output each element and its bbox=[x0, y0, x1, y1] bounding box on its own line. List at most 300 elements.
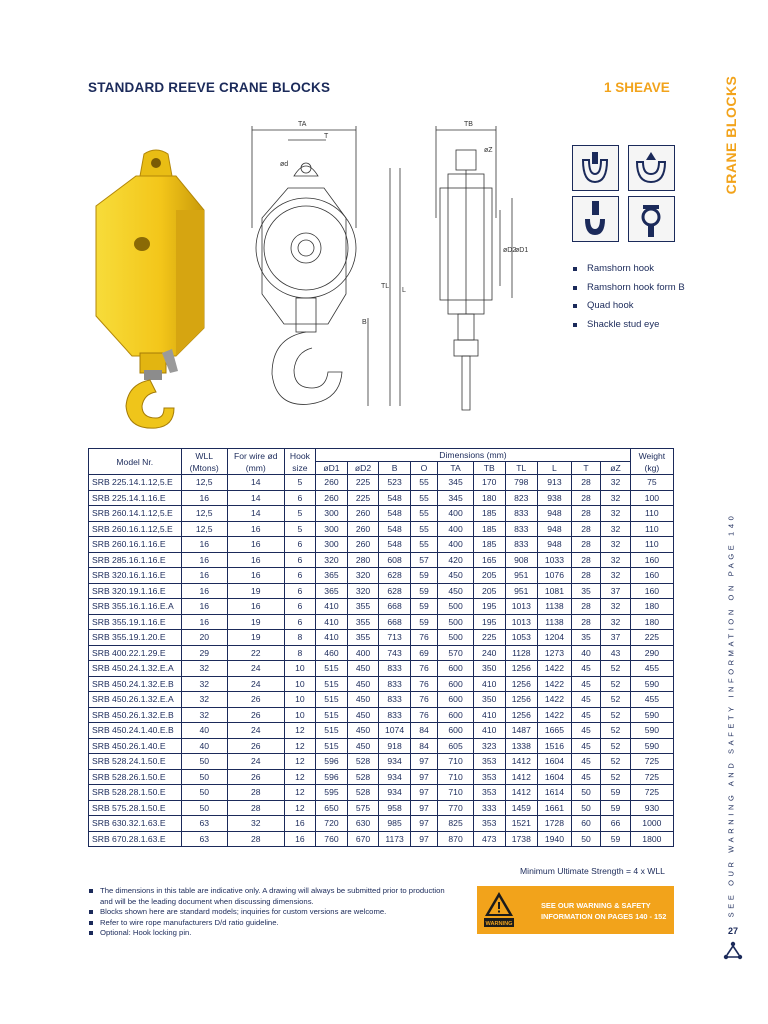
footnotes bbox=[88, 886, 448, 939]
value-cell: 16 bbox=[227, 552, 284, 568]
value-cell: 16 bbox=[227, 568, 284, 584]
value-cell: 195 bbox=[473, 599, 505, 615]
value-cell: 16 bbox=[181, 583, 227, 599]
table-row bbox=[89, 800, 674, 816]
value-cell: 548 bbox=[379, 521, 411, 537]
value-cell: 26 bbox=[227, 769, 284, 785]
value-cell: 595 bbox=[316, 785, 348, 801]
value-cell: 515 bbox=[316, 707, 348, 723]
header-weight: Weight (kg) bbox=[630, 449, 673, 475]
value-cell: 725 bbox=[630, 785, 673, 801]
value-cell: 1487 bbox=[505, 723, 538, 739]
svg-text:TL: TL bbox=[381, 283, 390, 290]
model-cell: SRB 630.32.1.63.E bbox=[89, 816, 182, 832]
value-cell: 195 bbox=[473, 614, 505, 630]
value-cell: 225 bbox=[473, 630, 505, 646]
value-cell: 1273 bbox=[538, 645, 572, 661]
value-cell: 600 bbox=[438, 661, 474, 677]
value-cell: 455 bbox=[630, 692, 673, 708]
table-row bbox=[89, 692, 674, 708]
section-side-title bbox=[716, 75, 746, 195]
value-cell: 410 bbox=[316, 599, 348, 615]
svg-text:L: L bbox=[402, 287, 406, 294]
table-row bbox=[89, 785, 674, 801]
value-cell: 66 bbox=[601, 816, 631, 832]
value-cell: 40 bbox=[181, 738, 227, 754]
value-cell: 160 bbox=[630, 552, 673, 568]
value-cell: 323 bbox=[473, 738, 505, 754]
value-cell: 1422 bbox=[538, 692, 572, 708]
svg-text:øZ: øZ bbox=[484, 147, 493, 154]
value-cell: 16 bbox=[181, 490, 227, 506]
header-dim: øD1 bbox=[316, 462, 348, 475]
value-cell: 26 bbox=[227, 692, 284, 708]
model-cell: SRB 450.24.1.32.E.A bbox=[89, 661, 182, 677]
value-cell: 28 bbox=[571, 490, 600, 506]
value-cell: 16 bbox=[284, 831, 316, 847]
value-cell: 180 bbox=[473, 490, 505, 506]
value-cell: 833 bbox=[379, 692, 411, 708]
model-cell: SRB 285.16.1.16.E bbox=[89, 552, 182, 568]
value-cell: 16 bbox=[181, 537, 227, 553]
value-cell: 500 bbox=[438, 614, 474, 630]
value-cell: 320 bbox=[347, 568, 379, 584]
value-cell: 28 bbox=[227, 800, 284, 816]
value-cell: 32 bbox=[181, 676, 227, 692]
value-cell: 450 bbox=[347, 661, 379, 677]
value-cell: 918 bbox=[379, 738, 411, 754]
value-cell: 450 bbox=[438, 568, 474, 584]
header-dim: TB bbox=[473, 462, 505, 475]
value-cell: 958 bbox=[379, 800, 411, 816]
value-cell: 823 bbox=[505, 490, 538, 506]
table-row bbox=[89, 599, 674, 615]
value-cell: 951 bbox=[505, 583, 538, 599]
value-cell: 55 bbox=[410, 475, 437, 491]
value-cell: 110 bbox=[630, 521, 673, 537]
value-cell: 260 bbox=[316, 490, 348, 506]
header-dim: TL bbox=[505, 462, 538, 475]
value-cell: 934 bbox=[379, 785, 411, 801]
value-cell: 28 bbox=[571, 521, 600, 537]
value-cell: 353 bbox=[473, 785, 505, 801]
value-cell: 548 bbox=[379, 490, 411, 506]
value-cell: 450 bbox=[347, 723, 379, 739]
value-cell: 355 bbox=[347, 630, 379, 646]
value-cell: 760 bbox=[316, 831, 348, 847]
value-cell: 45 bbox=[571, 692, 600, 708]
value-cell: 84 bbox=[410, 723, 437, 739]
value-cell: 6 bbox=[284, 568, 316, 584]
value-cell: 1665 bbox=[538, 723, 572, 739]
value-cell: 185 bbox=[473, 506, 505, 522]
specifications-table bbox=[88, 448, 674, 847]
value-cell: 1338 bbox=[505, 738, 538, 754]
value-cell: 608 bbox=[379, 552, 411, 568]
value-cell: 55 bbox=[410, 537, 437, 553]
value-cell: 55 bbox=[410, 490, 437, 506]
model-cell: SRB 260.16.1.12,5.E bbox=[89, 521, 182, 537]
value-cell: 6 bbox=[284, 490, 316, 506]
value-cell: 50 bbox=[181, 754, 227, 770]
value-cell: 628 bbox=[379, 568, 411, 584]
model-cell: SRB 225.14.1.16.E bbox=[89, 490, 182, 506]
value-cell: 8 bbox=[284, 645, 316, 661]
value-cell: 713 bbox=[379, 630, 411, 646]
value-cell: 16 bbox=[284, 816, 316, 832]
value-cell: 590 bbox=[630, 738, 673, 754]
value-cell: 450 bbox=[347, 676, 379, 692]
value-cell: 720 bbox=[316, 816, 348, 832]
model-cell: SRB 400.22.1.29.E bbox=[89, 645, 182, 661]
svg-text:T: T bbox=[324, 133, 329, 140]
value-cell: 14 bbox=[227, 475, 284, 491]
table-row bbox=[89, 738, 674, 754]
hook-options-icons bbox=[572, 145, 674, 241]
value-cell: 450 bbox=[347, 692, 379, 708]
table-row bbox=[89, 583, 674, 599]
value-cell: 6 bbox=[284, 599, 316, 615]
value-cell: 260 bbox=[347, 521, 379, 537]
value-cell: 1412 bbox=[505, 769, 538, 785]
value-cell: 300 bbox=[316, 521, 348, 537]
header-dim: L bbox=[538, 462, 572, 475]
hook-options-list bbox=[572, 263, 685, 337]
value-cell: 450 bbox=[347, 707, 379, 723]
value-cell: 26 bbox=[227, 738, 284, 754]
value-cell: 37 bbox=[601, 630, 631, 646]
value-cell: 165 bbox=[473, 552, 505, 568]
value-cell: 280 bbox=[347, 552, 379, 568]
value-cell: 1422 bbox=[538, 707, 572, 723]
value-cell: 725 bbox=[630, 754, 673, 770]
value-cell: 410 bbox=[473, 676, 505, 692]
value-cell: 29 bbox=[181, 645, 227, 661]
header-dim: øD2 bbox=[347, 462, 379, 475]
value-cell: 16 bbox=[227, 521, 284, 537]
model-cell: SRB 355.16.1.16.E.A bbox=[89, 599, 182, 615]
value-cell: 59 bbox=[601, 785, 631, 801]
value-cell: 59 bbox=[410, 568, 437, 584]
value-cell: 205 bbox=[473, 583, 505, 599]
value-cell: 1138 bbox=[538, 599, 572, 615]
value-cell: 12 bbox=[284, 785, 316, 801]
value-cell: 833 bbox=[505, 506, 538, 522]
value-cell: 400 bbox=[347, 645, 379, 661]
value-cell: 50 bbox=[181, 769, 227, 785]
value-cell: 473 bbox=[473, 831, 505, 847]
value-cell: 24 bbox=[227, 661, 284, 677]
value-cell: 1033 bbox=[538, 552, 572, 568]
quad-hook-icon bbox=[572, 196, 619, 242]
value-cell: 180 bbox=[630, 599, 673, 615]
header-wire: For wire ød (mm) bbox=[227, 449, 284, 475]
value-cell: 668 bbox=[379, 614, 411, 630]
value-cell: 63 bbox=[181, 816, 227, 832]
value-cell: 515 bbox=[316, 723, 348, 739]
value-cell: 59 bbox=[410, 614, 437, 630]
ramshorn-hook-form-b-icon bbox=[628, 145, 675, 191]
model-cell: SRB 320.16.1.16.E bbox=[89, 568, 182, 584]
value-cell: 160 bbox=[630, 583, 673, 599]
value-cell: 10 bbox=[284, 692, 316, 708]
value-cell: 14 bbox=[227, 490, 284, 506]
value-cell: 985 bbox=[379, 816, 411, 832]
value-cell: 300 bbox=[316, 506, 348, 522]
value-cell: 50 bbox=[571, 785, 600, 801]
table-body bbox=[89, 475, 674, 847]
value-cell: 1422 bbox=[538, 676, 572, 692]
value-cell: 97 bbox=[410, 800, 437, 816]
value-cell: 1256 bbox=[505, 692, 538, 708]
value-cell: 10 bbox=[284, 676, 316, 692]
model-cell: SRB 450.24.1.32.E.B bbox=[89, 676, 182, 692]
table-row bbox=[89, 630, 674, 646]
value-cell: 45 bbox=[571, 769, 600, 785]
value-cell: 12,5 bbox=[181, 506, 227, 522]
value-cell: 934 bbox=[379, 754, 411, 770]
value-cell: 590 bbox=[630, 676, 673, 692]
value-cell: 333 bbox=[473, 800, 505, 816]
footnote: Refer to wire rope manufacturers D/d ratio guideline. bbox=[88, 918, 448, 929]
value-cell: 355 bbox=[347, 614, 379, 630]
warning-sign-icon bbox=[483, 890, 515, 930]
value-cell: 97 bbox=[410, 831, 437, 847]
value-cell: 50 bbox=[571, 800, 600, 816]
model-cell: SRB 355.19.1.16.E bbox=[89, 614, 182, 630]
value-cell: 420 bbox=[438, 552, 474, 568]
header-dim: B bbox=[379, 462, 411, 475]
header-dim: TA bbox=[438, 462, 474, 475]
table-row bbox=[89, 521, 674, 537]
technical-drawing bbox=[240, 118, 570, 430]
value-cell: 28 bbox=[571, 614, 600, 630]
value-cell: 22 bbox=[227, 645, 284, 661]
value-cell: 24 bbox=[227, 723, 284, 739]
value-cell: 32 bbox=[181, 661, 227, 677]
model-cell: SRB 450.24.1.40.E.B bbox=[89, 723, 182, 739]
warning-callout bbox=[477, 886, 674, 934]
value-cell: 69 bbox=[410, 645, 437, 661]
value-cell: 668 bbox=[379, 599, 411, 615]
model-cell: SRB 575.28.1.50.E bbox=[89, 800, 182, 816]
value-cell: 743 bbox=[379, 645, 411, 661]
value-cell: 76 bbox=[410, 676, 437, 692]
value-cell: 930 bbox=[630, 800, 673, 816]
value-cell: 870 bbox=[438, 831, 474, 847]
header-wll: WLL (Mtons) bbox=[181, 449, 227, 475]
model-cell: SRB 450.26.1.40.E bbox=[89, 738, 182, 754]
value-cell: 5 bbox=[284, 475, 316, 491]
value-cell: 908 bbox=[505, 552, 538, 568]
value-cell: 1000 bbox=[630, 816, 673, 832]
value-cell: 20 bbox=[181, 630, 227, 646]
value-cell: 24 bbox=[227, 676, 284, 692]
value-cell: 16 bbox=[181, 552, 227, 568]
section-side-title-text: CRANE BLOCKS bbox=[723, 75, 739, 195]
table-row bbox=[89, 676, 674, 692]
value-cell: 605 bbox=[438, 738, 474, 754]
value-cell: 170 bbox=[473, 475, 505, 491]
value-cell: 160 bbox=[630, 568, 673, 584]
value-cell: 515 bbox=[316, 692, 348, 708]
value-cell: 300 bbox=[316, 537, 348, 553]
value-cell: 913 bbox=[538, 475, 572, 491]
value-cell: 833 bbox=[379, 676, 411, 692]
value-cell: 59 bbox=[410, 599, 437, 615]
value-cell: 260 bbox=[316, 475, 348, 491]
value-cell: 32 bbox=[601, 475, 631, 491]
value-cell: 19 bbox=[227, 583, 284, 599]
value-cell: 12,5 bbox=[181, 475, 227, 491]
value-cell: 12,5 bbox=[181, 521, 227, 537]
value-cell: 32 bbox=[181, 707, 227, 723]
ramshorn-hook-icon bbox=[572, 145, 619, 191]
table-row bbox=[89, 645, 674, 661]
value-cell: 1074 bbox=[379, 723, 411, 739]
value-cell: 6 bbox=[284, 583, 316, 599]
value-cell: 1256 bbox=[505, 707, 538, 723]
table-row bbox=[89, 490, 674, 506]
value-cell: 600 bbox=[438, 723, 474, 739]
value-cell: 32 bbox=[601, 552, 631, 568]
value-cell: 32 bbox=[601, 521, 631, 537]
value-cell: 951 bbox=[505, 568, 538, 584]
value-cell: 1940 bbox=[538, 831, 572, 847]
value-cell: 10 bbox=[284, 707, 316, 723]
value-cell: 32 bbox=[601, 614, 631, 630]
value-cell: 16 bbox=[227, 599, 284, 615]
table-row bbox=[89, 723, 674, 739]
model-cell: SRB 450.26.1.32.E.B bbox=[89, 707, 182, 723]
value-cell: 40 bbox=[181, 723, 227, 739]
value-cell: 28 bbox=[571, 552, 600, 568]
value-cell: 1614 bbox=[538, 785, 572, 801]
header-model: Model Nr. bbox=[89, 449, 182, 475]
value-cell: 28 bbox=[571, 475, 600, 491]
value-cell: 35 bbox=[571, 583, 600, 599]
value-cell: 1459 bbox=[505, 800, 538, 816]
table-row bbox=[89, 661, 674, 677]
value-cell: 590 bbox=[630, 723, 673, 739]
value-cell: 1412 bbox=[505, 785, 538, 801]
value-cell: 528 bbox=[347, 769, 379, 785]
value-cell: 28 bbox=[571, 537, 600, 553]
value-cell: 16 bbox=[181, 568, 227, 584]
value-cell: 55 bbox=[410, 506, 437, 522]
value-cell: 97 bbox=[410, 769, 437, 785]
value-cell: 76 bbox=[410, 692, 437, 708]
side-warning-text: SEE OUR WARNING AND SAFETY INFORMATION ON PAGE 140 bbox=[726, 512, 736, 918]
value-cell: 225 bbox=[347, 475, 379, 491]
svg-text:ød: ød bbox=[280, 161, 289, 168]
value-cell: 63 bbox=[181, 831, 227, 847]
value-cell: 410 bbox=[473, 723, 505, 739]
value-cell: 32 bbox=[227, 816, 284, 832]
value-cell: 1521 bbox=[505, 816, 538, 832]
value-cell: 1138 bbox=[538, 614, 572, 630]
value-cell: 798 bbox=[505, 475, 538, 491]
value-cell: 710 bbox=[438, 754, 474, 770]
value-cell: 1728 bbox=[538, 816, 572, 832]
value-cell: 84 bbox=[410, 738, 437, 754]
value-cell: 596 bbox=[316, 769, 348, 785]
svg-text:TA: TA bbox=[298, 121, 307, 128]
value-cell: 260 bbox=[347, 506, 379, 522]
value-cell: 52 bbox=[601, 754, 631, 770]
value-cell: 76 bbox=[410, 630, 437, 646]
value-cell: 450 bbox=[438, 583, 474, 599]
value-cell: 59 bbox=[601, 831, 631, 847]
footnote: The dimensions in this table are indicative only. A drawing will always be submitted prior to production and will be the leading document when discussing dimensions. bbox=[88, 886, 448, 907]
model-cell: SRB 670.28.1.63.E bbox=[89, 831, 182, 847]
value-cell: 6 bbox=[284, 552, 316, 568]
value-cell: 185 bbox=[473, 537, 505, 553]
value-cell: 710 bbox=[438, 769, 474, 785]
value-cell: 353 bbox=[473, 754, 505, 770]
value-cell: 350 bbox=[473, 692, 505, 708]
value-cell: 1173 bbox=[379, 831, 411, 847]
value-cell: 600 bbox=[438, 707, 474, 723]
value-cell: 32 bbox=[601, 599, 631, 615]
page-title: STANDARD REEVE CRANE BLOCKS bbox=[88, 80, 331, 95]
value-cell: 260 bbox=[347, 537, 379, 553]
value-cell: 600 bbox=[438, 692, 474, 708]
value-cell: 938 bbox=[538, 490, 572, 506]
value-cell: 410 bbox=[473, 707, 505, 723]
table-row bbox=[89, 475, 674, 491]
value-cell: 1053 bbox=[505, 630, 538, 646]
model-cell: SRB 450.26.1.32.E.A bbox=[89, 692, 182, 708]
value-cell: 16 bbox=[181, 614, 227, 630]
value-cell: 45 bbox=[571, 661, 600, 677]
value-cell: 12 bbox=[284, 769, 316, 785]
value-cell: 1800 bbox=[630, 831, 673, 847]
value-cell: 1076 bbox=[538, 568, 572, 584]
svg-text:WARNING: WARNING bbox=[485, 921, 513, 927]
value-cell: 934 bbox=[379, 769, 411, 785]
value-cell: 400 bbox=[438, 521, 474, 537]
value-cell: 515 bbox=[316, 738, 348, 754]
table-row bbox=[89, 754, 674, 770]
value-cell: 32 bbox=[601, 506, 631, 522]
value-cell: 12 bbox=[284, 738, 316, 754]
table-header-row bbox=[89, 449, 674, 462]
value-cell: 400 bbox=[438, 537, 474, 553]
value-cell: 52 bbox=[601, 723, 631, 739]
value-cell: 355 bbox=[347, 599, 379, 615]
value-cell: 12 bbox=[284, 723, 316, 739]
value-cell: 52 bbox=[601, 769, 631, 785]
value-cell: 1013 bbox=[505, 614, 538, 630]
value-cell: 50 bbox=[571, 831, 600, 847]
model-cell: SRB 528.28.1.50.E bbox=[89, 785, 182, 801]
company-logo-icon bbox=[722, 940, 744, 962]
value-cell: 6 bbox=[284, 614, 316, 630]
value-cell: 5 bbox=[284, 521, 316, 537]
svg-text:TB: TB bbox=[464, 121, 473, 128]
value-cell: 1128 bbox=[505, 645, 538, 661]
value-cell: 40 bbox=[571, 645, 600, 661]
value-cell: 32 bbox=[601, 490, 631, 506]
value-cell: 43 bbox=[601, 645, 631, 661]
value-cell: 225 bbox=[347, 490, 379, 506]
value-cell: 19 bbox=[227, 630, 284, 646]
value-cell: 28 bbox=[571, 506, 600, 522]
header-dimensions: Dimensions (mm) bbox=[316, 449, 631, 462]
table-row bbox=[89, 769, 674, 785]
value-cell: 600 bbox=[438, 676, 474, 692]
